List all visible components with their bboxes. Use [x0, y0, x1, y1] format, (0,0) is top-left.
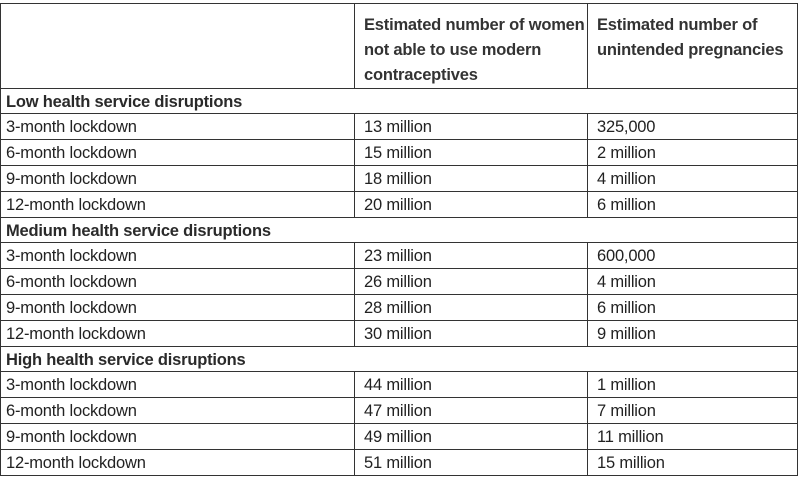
pregnancies-value: 6 million: [588, 295, 798, 321]
header-women-unable: Estimated number of women not able to use modern contraceptives: [355, 4, 588, 89]
pregnancies-value: 9 million: [588, 321, 798, 347]
row-label: 12-month lockdown: [1, 450, 355, 476]
table-row: [1, 295, 798, 321]
pregnancies-value: 11 million: [588, 424, 798, 450]
pregnancies-value: 4 million: [588, 269, 798, 295]
women-value: 44 million: [355, 372, 588, 398]
pregnancies-value: 7 million: [588, 398, 798, 424]
table-row: [1, 321, 798, 347]
table-row: [1, 450, 798, 476]
women-value: 28 million: [355, 295, 588, 321]
table-row: [1, 398, 798, 424]
pregnancies-value: 600,000: [588, 243, 798, 269]
header-unintended-pregnancies: Estimated number of unintended pregnancies: [588, 4, 798, 89]
women-value: 13 million: [355, 114, 588, 140]
table-row: [1, 372, 798, 398]
row-label: 3-month lockdown: [1, 243, 355, 269]
row-label: 12-month lockdown: [1, 192, 355, 218]
women-value: 47 million: [355, 398, 588, 424]
group-title: High health service disruptions: [1, 347, 798, 372]
pregnancies-value: 6 million: [588, 192, 798, 218]
group-row-high: [1, 347, 798, 372]
row-label: 9-month lockdown: [1, 424, 355, 450]
pregnancies-value: 325,000: [588, 114, 798, 140]
pregnancies-value: 2 million: [588, 140, 798, 166]
table-row: [1, 243, 798, 269]
women-value: 18 million: [355, 166, 588, 192]
group-row-low: [1, 89, 798, 114]
women-value: 23 million: [355, 243, 588, 269]
row-label: 12-month lockdown: [1, 321, 355, 347]
women-value: 30 million: [355, 321, 588, 347]
row-label: 6-month lockdown: [1, 398, 355, 424]
row-label: 6-month lockdown: [1, 140, 355, 166]
header-row: [1, 4, 798, 89]
header-blank-cell: [1, 4, 355, 89]
women-value: 51 million: [355, 450, 588, 476]
row-label: 6-month lockdown: [1, 269, 355, 295]
table-row: [1, 269, 798, 295]
women-value: 49 million: [355, 424, 588, 450]
row-label: 9-month lockdown: [1, 166, 355, 192]
women-value: 15 million: [355, 140, 588, 166]
pregnancies-value: 4 million: [588, 166, 798, 192]
row-label: 3-month lockdown: [1, 114, 355, 140]
contraceptive-impact-table: [0, 3, 798, 476]
table-row: [1, 140, 798, 166]
table-row: [1, 114, 798, 140]
women-value: 26 million: [355, 269, 588, 295]
pregnancies-value: 1 million: [588, 372, 798, 398]
group-title: Low health service disruptions: [1, 89, 798, 114]
row-label: 9-month lockdown: [1, 295, 355, 321]
table-row: [1, 166, 798, 192]
group-title: Medium health service disruptions: [1, 218, 798, 243]
table-row: [1, 424, 798, 450]
group-row-medium: [1, 218, 798, 243]
pregnancies-value: 15 million: [588, 450, 798, 476]
women-value: 20 million: [355, 192, 588, 218]
row-label: 3-month lockdown: [1, 372, 355, 398]
table-row: [1, 192, 798, 218]
